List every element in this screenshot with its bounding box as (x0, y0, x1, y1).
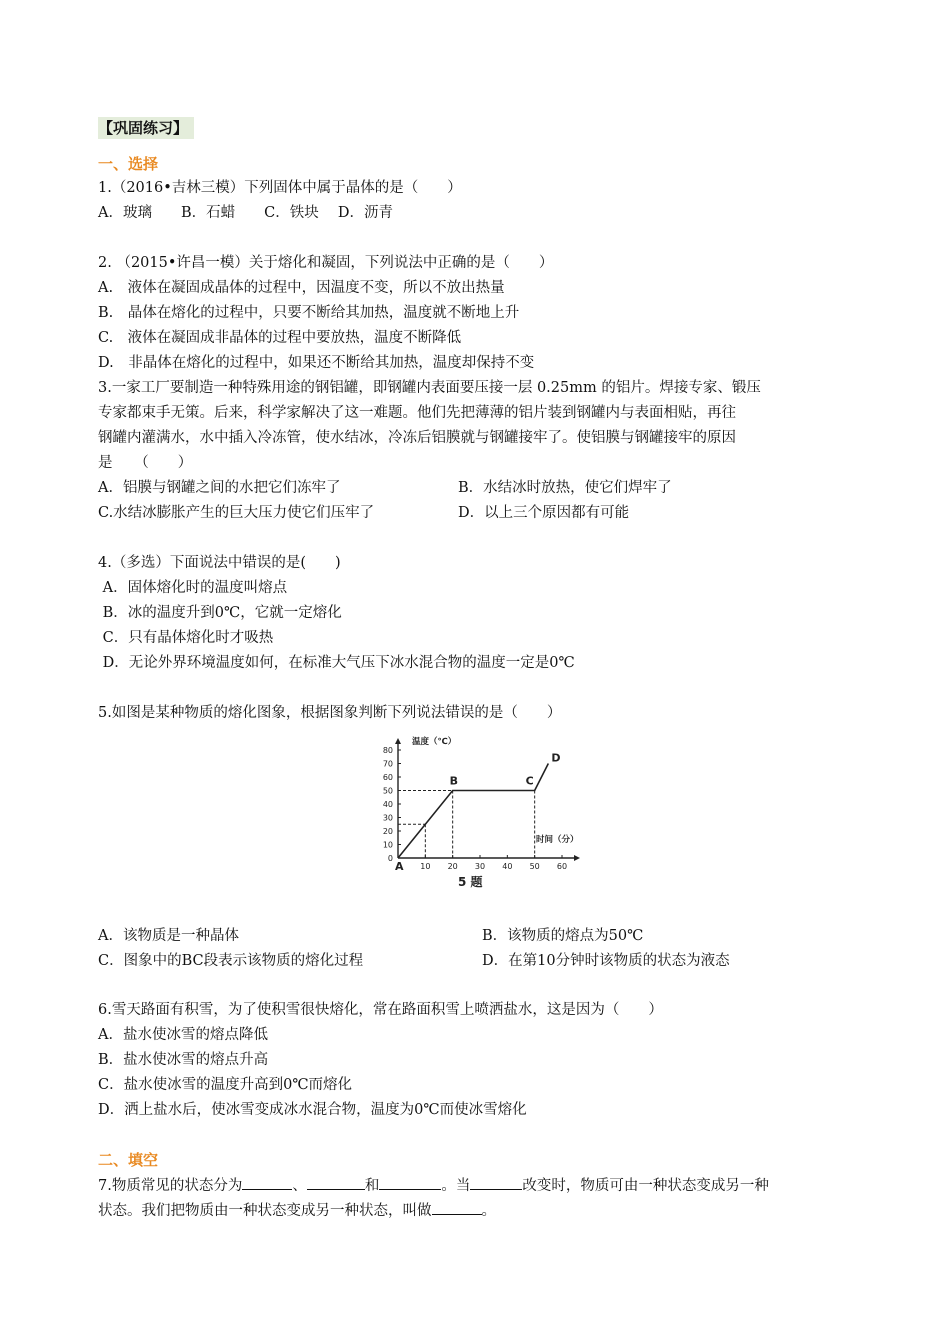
q6-option-b: B．盐水使冰雪的熔点升高 (98, 1052, 269, 1068)
chart-y-tick-label: 40 (382, 800, 393, 809)
chart-point-label: D (551, 751, 561, 765)
q3-option-b: B．水结冰时放热，使它们焊牢了 (458, 480, 672, 496)
q1-stem: 1.（2016•吉林三模）下列固体中属于晶体的是（ ） (98, 180, 462, 196)
q4-option-a: A．固体熔化时的温度叫熔点 (98, 580, 288, 596)
chart-y-tick-label: 30 (382, 813, 393, 823)
q3-line-4: 是 （ ） (98, 455, 193, 471)
chart-y-tick-label: 20 (382, 827, 393, 836)
q3-line-3: 钢罐内灌满水，水中插入冷冻管，使水结冰，冷冻后铝膜就与钢罐接牢了。使铝膜与钢罐接牢的原因 (98, 430, 736, 446)
chart-point-label: B (449, 774, 459, 788)
q7-blank-5[interactable] (432, 1200, 482, 1215)
q7-text-3: 和 (364, 1178, 380, 1194)
chart-x-arrow (574, 855, 580, 861)
q4-stem: 4.（多选）下面说法中错误的是( ) (98, 555, 341, 571)
chart-x-tick-label: 20 (447, 862, 458, 871)
q7-text-2: 、 (292, 1178, 307, 1194)
chart-x-tick-label: 10 (420, 862, 431, 871)
q5-option-c: C．图象中的BC段表示该物质的熔化过程 (98, 953, 364, 969)
q4-option-b: B．冰的温度升到0℃，它就一定熔化 (98, 605, 342, 621)
chart-y-tick-label: 60 (382, 773, 393, 782)
q3-option-a: A．铝膜与钢罐之间的水把它们冻牢了 (98, 480, 341, 496)
chart-ylabel: 温度（℃） (412, 737, 457, 747)
section-fill-heading: 二、填空 (98, 1151, 159, 1169)
q7-text-5: 改变时，物质可由一种状态变成另一种 (522, 1178, 769, 1194)
q7-line-1 (98, 1175, 769, 1196)
q6-option-c: C．盐水使冰雪的温度升高到0℃而熔化 (98, 1077, 353, 1093)
q7-text-7: 。 (481, 1203, 496, 1219)
q7-line-2 (98, 1200, 496, 1221)
chart-y-tick-label: 50 (382, 786, 393, 796)
q3-option-c: C.水结冰膨胀产生的巨大压力使它们压牢了 (98, 505, 375, 521)
chart-y-arrow (395, 738, 401, 744)
q7-text-1: 7.物质常见的状态分为 (98, 1178, 243, 1194)
q6-stem: 6.雪天路面有积雪，为了使积雪很快熔化，常在路面积雪上喷洒盐水，这是因为（ ） (98, 1002, 663, 1018)
chart-title: 5 题 (458, 875, 483, 889)
q7-blank-4[interactable] (470, 1175, 522, 1190)
chart-x-tick-label: 40 (502, 862, 513, 871)
chart-y-tick-label: 10 (382, 840, 393, 850)
q7-text-6: 状态。我们把物质由一种状态变成另一种状态，叫做 (98, 1203, 432, 1219)
practice-title: 【巩固练习】 (98, 117, 194, 139)
q3-line-2: 专家都束手无策。后来，科学家解决了这一难题。他们先把薄薄的铝片装到钢罐内与表面相贴，再往 (98, 405, 736, 421)
q2-option-b: B. 晶体在熔化的过程中，只要不断给其加热，温度就不断地上升 (98, 305, 520, 321)
chart-y-tick-label: 70 (382, 759, 393, 769)
chart-point-label: A (395, 860, 404, 873)
q7-blank-1[interactable] (242, 1175, 292, 1190)
q5-stem: 5.如图是某种物质的熔化图象，根据图象判断下列说法错误的是（ ） (98, 705, 562, 721)
chart-xlabel: 时间（分） (536, 835, 579, 845)
chart-y-tick-label: 0 (387, 854, 393, 863)
q3-option-d: D．以上三个原因都有可能 (458, 505, 630, 521)
chart-x-tick-label: 30 (474, 862, 486, 871)
melting-curve-chart (360, 728, 590, 898)
chart-point-label: C (525, 774, 534, 788)
q3-line-1: 3.一家工厂要制造一种特殊用途的钢铝罐，即钢罐内表面要压接一层 0.25mm 的铝片。焊接专家、锻压 (98, 380, 761, 396)
q7-text-4: 。当 (441, 1178, 471, 1194)
chart-x-tick-label: 60 (556, 862, 568, 871)
q2-option-d: D. 非晶体在熔化的过程中，如果还不断给其加热，温度却保持不变 (98, 355, 535, 371)
q5-option-d: D．在第10分钟时该物质的状态为液态 (482, 953, 730, 969)
q7-blank-3[interactable] (379, 1175, 441, 1190)
chart-y-tick-label: 80 (382, 746, 393, 755)
q2-stem: 2. （2015•许昌一模）关于熔化和凝固，下列说法中正确的是（ ） (98, 255, 554, 271)
q5-option-a: A．该物质是一种晶体 (98, 928, 239, 944)
q6-option-d: D．洒上盐水后，使冰雪变成冰水混合物，温度为0℃而使冰雪熔化 (98, 1102, 527, 1118)
q6-option-a: A．盐水使冰雪的熔点降低 (98, 1027, 268, 1043)
q2-option-c: C. 液体在凝固成非晶体的过程中要放热，温度不断降低 (98, 330, 462, 346)
q4-option-d: D．无论外界环境温度如何，在标准大气压下冰水混合物的温度一定是0℃ (98, 655, 575, 671)
q2-option-a: A. 液体在凝固成晶体的过程中，因温度不变，所以不放出热量 (98, 280, 505, 296)
q1-options: A．玻璃 B．石蜡 C．铁块 D．沥青 (98, 205, 393, 221)
chart-x-tick-label: 50 (529, 862, 540, 871)
q7-blank-2[interactable] (307, 1175, 365, 1190)
q4-option-c: C．只有晶体熔化时才吸热 (98, 630, 274, 646)
section-choice-heading: 一、选择 (98, 155, 159, 173)
q5-option-b: B．该物质的熔点为50℃ (482, 928, 644, 944)
